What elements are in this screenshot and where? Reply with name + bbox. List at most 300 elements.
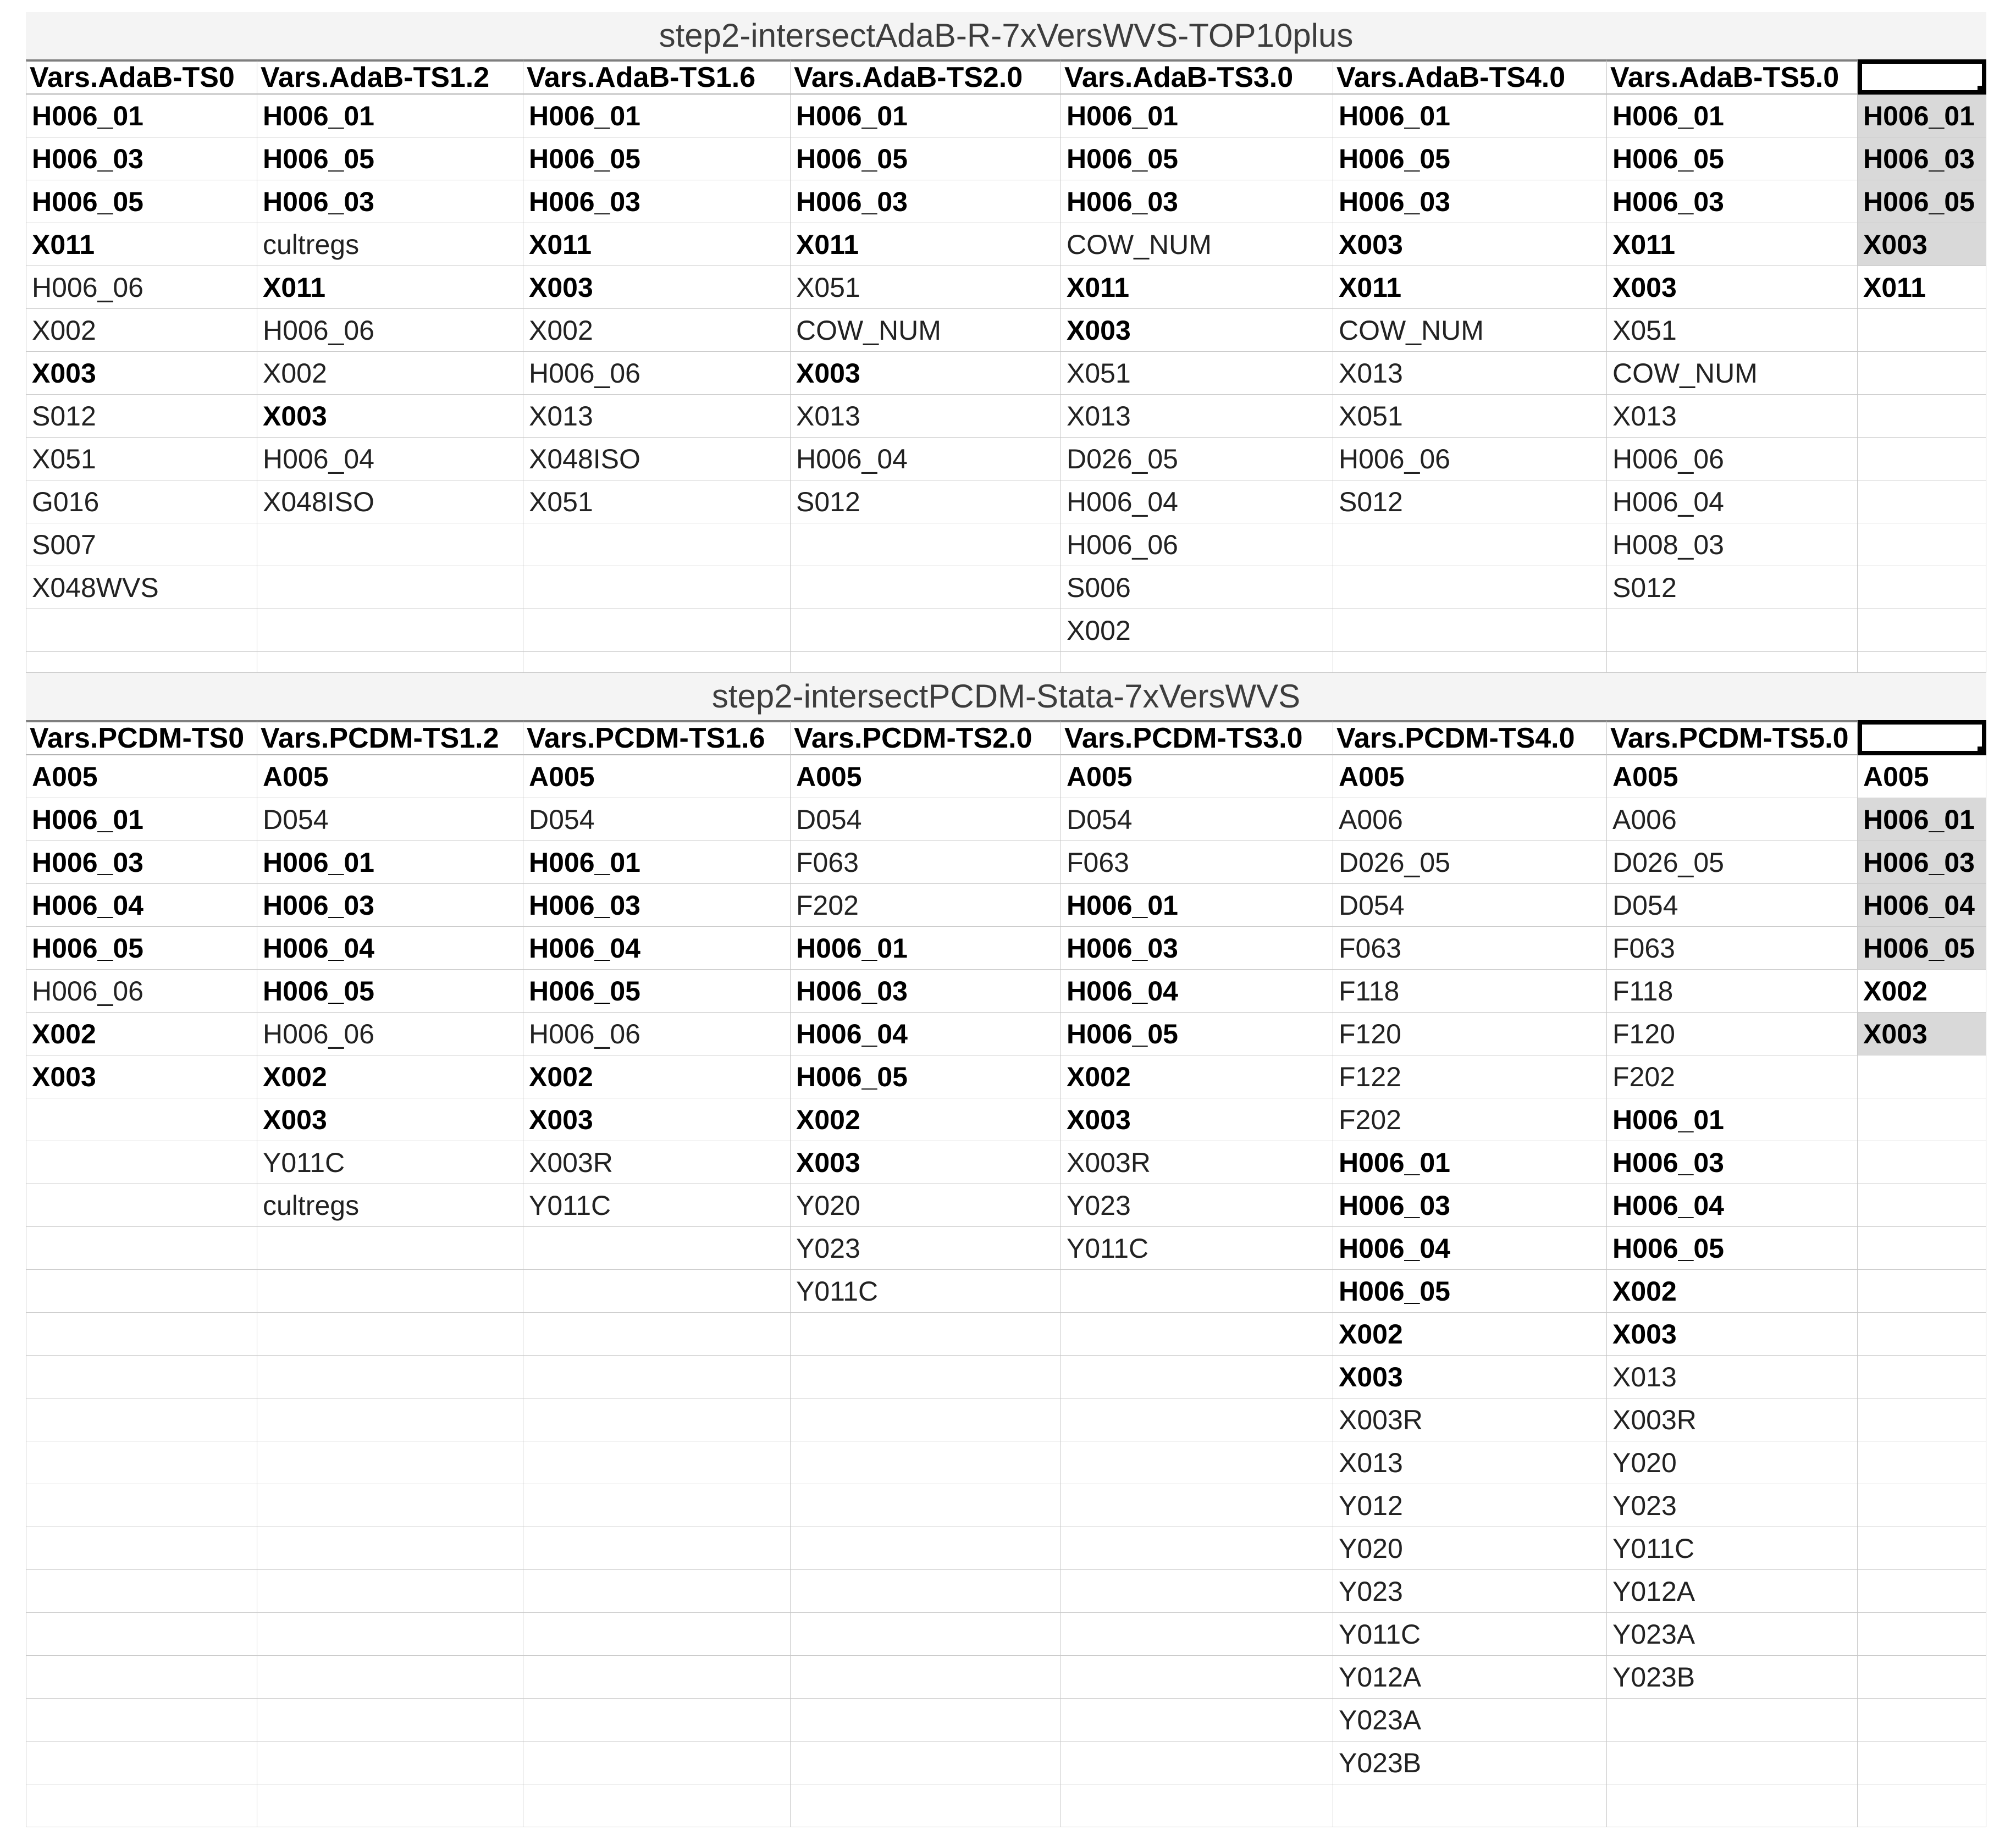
cell[interactable] (1333, 566, 1607, 609)
cell[interactable]: X013 (1333, 352, 1607, 395)
cell[interactable]: H006_05 (1061, 1013, 1333, 1055)
cell[interactable]: A005 (523, 755, 791, 798)
cell[interactable]: H006_01 (1333, 1141, 1607, 1184)
cell[interactable] (257, 1741, 523, 1784)
cell[interactable] (1061, 1570, 1333, 1613)
cell[interactable] (1858, 1741, 1986, 1784)
cell[interactable]: Y011C (791, 1270, 1061, 1313)
cell[interactable]: F120 (1607, 1013, 1858, 1055)
cell[interactable]: H006_03 (1333, 1184, 1607, 1227)
cell[interactable] (1858, 480, 1986, 523)
cell[interactable]: X003R (1333, 1398, 1607, 1441)
cell[interactable]: H006_05 (1333, 1270, 1607, 1313)
cell[interactable] (1061, 1356, 1333, 1398)
cell[interactable]: D054 (1607, 884, 1858, 927)
cell[interactable] (26, 1398, 257, 1441)
cell[interactable] (1061, 1613, 1333, 1656)
cell[interactable] (1858, 1227, 1986, 1270)
cell[interactable] (257, 1227, 523, 1270)
cell[interactable]: H006_01 (1858, 95, 1986, 137)
cell[interactable]: H006_05 (257, 137, 523, 180)
cell[interactable] (257, 1656, 523, 1699)
cell[interactable]: H006_01 (1607, 95, 1858, 137)
cell[interactable]: X003 (1061, 309, 1333, 352)
cell[interactable]: S012 (1607, 566, 1858, 609)
cell[interactable]: H006_05 (523, 137, 791, 180)
cell[interactable] (791, 1784, 1061, 1827)
cell[interactable]: H006_01 (1061, 95, 1333, 137)
cell[interactable] (791, 566, 1061, 609)
cell[interactable]: X011 (257, 266, 523, 309)
cell[interactable] (1333, 1784, 1607, 1827)
cell[interactable]: X003 (1607, 1313, 1858, 1356)
column-header[interactable]: Vars.AdaB-TS1.6 (523, 59, 791, 95)
cell[interactable] (1858, 1055, 1986, 1098)
cell[interactable]: S012 (791, 480, 1061, 523)
cell[interactable]: D054 (1333, 884, 1607, 927)
cell[interactable] (26, 609, 257, 652)
cell[interactable]: Y011C (523, 1184, 791, 1227)
cell[interactable]: H006_01 (26, 95, 257, 137)
cell[interactable] (1333, 609, 1607, 652)
cell[interactable]: X003 (523, 266, 791, 309)
cell[interactable]: Y023A (1607, 1613, 1858, 1656)
cell[interactable] (791, 1484, 1061, 1527)
cell[interactable] (791, 1656, 1061, 1699)
selected-empty-header-cell[interactable] (1858, 59, 1986, 95)
cell[interactable]: X002 (26, 1013, 257, 1055)
cell[interactable]: H006_04 (26, 884, 257, 927)
column-header[interactable]: Vars.PCDM-TS1.6 (523, 720, 791, 755)
cell[interactable]: H006_06 (523, 352, 791, 395)
cell[interactable]: D026_05 (1061, 438, 1333, 480)
column-header[interactable]: Vars.AdaB-TS2.0 (791, 59, 1061, 95)
cell[interactable]: Y011C (1607, 1527, 1858, 1570)
cell[interactable]: H006_03 (257, 180, 523, 223)
cell[interactable]: A006 (1607, 798, 1858, 841)
cell[interactable] (26, 652, 257, 673)
cell[interactable]: H006_04 (1333, 1227, 1607, 1270)
cell[interactable]: H006_03 (1061, 927, 1333, 970)
cell[interactable] (1858, 1141, 1986, 1184)
cell[interactable]: X002 (1858, 970, 1986, 1013)
cell[interactable]: F118 (1333, 970, 1607, 1013)
cell[interactable]: H006_04 (791, 1013, 1061, 1055)
cell[interactable]: Y011C (1061, 1227, 1333, 1270)
pcdm-table-title[interactable]: step2-intersectPCDM-Stata-7xVersWVS (26, 673, 1986, 720)
cell[interactable] (791, 1570, 1061, 1613)
column-header[interactable]: Vars.AdaB-TS1.2 (257, 59, 523, 95)
cell[interactable]: H006_06 (1333, 438, 1607, 480)
cell[interactable]: S012 (26, 395, 257, 438)
cell[interactable] (523, 1570, 791, 1613)
cell[interactable]: A005 (257, 755, 523, 798)
cell[interactable]: Y012A (1607, 1570, 1858, 1613)
cell[interactable]: X011 (1858, 266, 1986, 309)
cell[interactable]: F063 (791, 841, 1061, 884)
cell[interactable] (1858, 1613, 1986, 1656)
cell[interactable]: Y023B (1607, 1656, 1858, 1699)
cell[interactable] (1858, 395, 1986, 438)
cell[interactable] (257, 523, 523, 566)
cell[interactable]: H006_01 (791, 95, 1061, 137)
cell[interactable] (791, 1699, 1061, 1741)
column-header[interactable]: Vars.PCDM-TS1.2 (257, 720, 523, 755)
cell[interactable]: X013 (1333, 1441, 1607, 1484)
cell[interactable]: X003 (523, 1098, 791, 1141)
cell[interactable]: X002 (257, 1055, 523, 1098)
cell[interactable]: X003 (257, 395, 523, 438)
cell[interactable]: F063 (1061, 841, 1333, 884)
cell[interactable]: H006_04 (1061, 480, 1333, 523)
cell[interactable] (26, 1227, 257, 1270)
cell[interactable] (1061, 652, 1333, 673)
cell[interactable] (26, 1313, 257, 1356)
cell[interactable]: H006_06 (523, 1013, 791, 1055)
cell[interactable]: H006_05 (26, 927, 257, 970)
cell[interactable]: X003 (791, 352, 1061, 395)
cell[interactable] (257, 1570, 523, 1613)
cell[interactable]: COW_NUM (1061, 223, 1333, 266)
cell[interactable]: S006 (1061, 566, 1333, 609)
cell[interactable]: X013 (1607, 395, 1858, 438)
cell[interactable]: H006_04 (1858, 884, 1986, 927)
cell[interactable]: cultregs (257, 1184, 523, 1227)
cell[interactable]: Y011C (257, 1141, 523, 1184)
cell[interactable]: Y023 (1061, 1184, 1333, 1227)
cell[interactable] (257, 1441, 523, 1484)
cell[interactable]: Y011C (1333, 1613, 1607, 1656)
cell[interactable] (523, 1227, 791, 1270)
cell[interactable] (26, 1527, 257, 1570)
cell[interactable] (1858, 523, 1986, 566)
cell[interactable]: X002 (791, 1098, 1061, 1141)
cell[interactable] (523, 652, 791, 673)
cell[interactable] (1858, 1441, 1986, 1484)
cell[interactable] (26, 1270, 257, 1313)
cell[interactable]: cultregs (257, 223, 523, 266)
cell[interactable] (1061, 1784, 1333, 1827)
cell[interactable]: X011 (1061, 266, 1333, 309)
cell[interactable]: F120 (1333, 1013, 1607, 1055)
cell[interactable] (1061, 1270, 1333, 1313)
cell[interactable] (1607, 609, 1858, 652)
column-header[interactable]: Vars.AdaB-TS4.0 (1333, 59, 1607, 95)
cell[interactable]: X013 (1607, 1356, 1858, 1398)
cell[interactable]: Y023B (1333, 1741, 1607, 1784)
cell[interactable] (1858, 1484, 1986, 1527)
cell[interactable] (1061, 1527, 1333, 1570)
cell[interactable]: X011 (523, 223, 791, 266)
cell[interactable]: X011 (26, 223, 257, 266)
cell[interactable] (523, 1441, 791, 1484)
cell[interactable] (1858, 1313, 1986, 1356)
cell[interactable]: X003 (26, 1055, 257, 1098)
cell[interactable] (1061, 1441, 1333, 1484)
cell[interactable]: A005 (791, 755, 1061, 798)
cell[interactable] (1858, 1699, 1986, 1741)
column-header[interactable]: Vars.AdaB-TS3.0 (1061, 59, 1333, 95)
cell[interactable]: H006_06 (1061, 523, 1333, 566)
cell[interactable]: H006_03 (523, 180, 791, 223)
cell[interactable]: A006 (1333, 798, 1607, 841)
cell[interactable]: H006_01 (523, 95, 791, 137)
cell[interactable] (26, 1484, 257, 1527)
cell[interactable] (257, 1699, 523, 1741)
cell[interactable]: A005 (1333, 755, 1607, 798)
cell[interactable] (1061, 1484, 1333, 1527)
cell[interactable]: H006_04 (791, 438, 1061, 480)
cell[interactable]: COW_NUM (1333, 309, 1607, 352)
cell[interactable]: G016 (26, 480, 257, 523)
cell[interactable] (1858, 1098, 1986, 1141)
cell[interactable] (1858, 652, 1986, 673)
cell[interactable]: A005 (1061, 755, 1333, 798)
cell[interactable]: D054 (1061, 798, 1333, 841)
cell[interactable]: H006_01 (523, 841, 791, 884)
cell[interactable]: Y020 (1333, 1527, 1607, 1570)
cell[interactable]: X003 (1333, 223, 1607, 266)
cell[interactable]: H006_06 (257, 309, 523, 352)
column-header[interactable]: Vars.AdaB-TS5.0 (1607, 59, 1858, 95)
cell[interactable] (26, 1613, 257, 1656)
cell[interactable]: COW_NUM (791, 309, 1061, 352)
cell[interactable]: X051 (1333, 395, 1607, 438)
cell[interactable]: X011 (1607, 223, 1858, 266)
cell[interactable] (1061, 1699, 1333, 1741)
cell[interactable] (257, 1313, 523, 1356)
cell[interactable] (791, 1356, 1061, 1398)
selection-fill-handle[interactable] (1976, 85, 1986, 95)
cell[interactable] (257, 1356, 523, 1398)
cell[interactable]: X003 (1333, 1356, 1607, 1398)
cell[interactable] (523, 1613, 791, 1656)
cell[interactable]: H008_03 (1607, 523, 1858, 566)
cell[interactable]: X051 (791, 266, 1061, 309)
cell[interactable]: X003 (257, 1098, 523, 1141)
cell[interactable]: H006_05 (1333, 137, 1607, 180)
cell[interactable]: X002 (1333, 1313, 1607, 1356)
cell[interactable] (26, 1441, 257, 1484)
cell[interactable]: H006_03 (523, 884, 791, 927)
cell[interactable]: H006_01 (791, 927, 1061, 970)
cell[interactable] (1333, 523, 1607, 566)
cell[interactable]: X013 (523, 395, 791, 438)
cell[interactable]: X002 (1061, 609, 1333, 652)
cell[interactable]: A005 (26, 755, 257, 798)
cell[interactable] (523, 1270, 791, 1313)
cell[interactable] (523, 1398, 791, 1441)
cell[interactable] (1858, 1570, 1986, 1613)
cell[interactable]: H006_05 (26, 180, 257, 223)
cell[interactable] (1061, 1313, 1333, 1356)
cell[interactable] (1858, 1184, 1986, 1227)
cell[interactable]: X003R (1607, 1398, 1858, 1441)
cell[interactable]: H006_03 (1858, 841, 1986, 884)
cell[interactable]: H006_04 (1607, 480, 1858, 523)
cell[interactable]: S007 (26, 523, 257, 566)
cell[interactable]: H006_05 (1858, 180, 1986, 223)
cell[interactable] (791, 1441, 1061, 1484)
cell[interactable]: H006_05 (1061, 137, 1333, 180)
cell[interactable]: H006_03 (791, 180, 1061, 223)
cell[interactable] (1858, 438, 1986, 480)
cell[interactable]: H006_03 (257, 884, 523, 927)
column-header[interactable]: Vars.PCDM-TS3.0 (1061, 720, 1333, 755)
cell[interactable]: D026_05 (1333, 841, 1607, 884)
cell[interactable]: H006_06 (1607, 438, 1858, 480)
cell[interactable] (1061, 1741, 1333, 1784)
cell[interactable] (1858, 609, 1986, 652)
cell[interactable]: F122 (1333, 1055, 1607, 1098)
column-header[interactable]: Vars.PCDM-TS0 (26, 720, 257, 755)
cell[interactable] (523, 1699, 791, 1741)
cell[interactable]: S012 (1333, 480, 1607, 523)
cell[interactable]: Y012 (1333, 1484, 1607, 1527)
cell[interactable]: X002 (523, 1055, 791, 1098)
cell[interactable]: X002 (523, 309, 791, 352)
cell[interactable]: X003 (1607, 266, 1858, 309)
cell[interactable]: H006_01 (26, 798, 257, 841)
cell[interactable]: H006_06 (26, 970, 257, 1013)
cell[interactable] (791, 1313, 1061, 1356)
cell[interactable]: F063 (1607, 927, 1858, 970)
cell[interactable]: H006_01 (1333, 95, 1607, 137)
cell[interactable]: X003 (26, 352, 257, 395)
cell[interactable] (257, 1398, 523, 1441)
cell[interactable]: H006_03 (1333, 180, 1607, 223)
cell[interactable]: H006_04 (257, 927, 523, 970)
cell[interactable]: X003R (1061, 1141, 1333, 1184)
cell[interactable]: X002 (26, 309, 257, 352)
cell[interactable]: H006_03 (1607, 1141, 1858, 1184)
cell[interactable]: X003 (1061, 1098, 1333, 1141)
cell[interactable]: H006_06 (26, 266, 257, 309)
cell[interactable] (257, 566, 523, 609)
cell[interactable]: H006_01 (1061, 884, 1333, 927)
cell[interactable] (791, 1398, 1061, 1441)
cell[interactable]: F063 (1333, 927, 1607, 970)
cell[interactable]: H006_05 (1858, 927, 1986, 970)
cell[interactable] (1607, 1741, 1858, 1784)
column-header[interactable]: Vars.AdaB-TS0 (26, 59, 257, 95)
cell[interactable]: X011 (1333, 266, 1607, 309)
cell[interactable] (26, 1741, 257, 1784)
cell[interactable]: X003R (523, 1141, 791, 1184)
cell[interactable]: H006_04 (1607, 1184, 1858, 1227)
cell[interactable] (791, 652, 1061, 673)
cell[interactable]: X013 (1061, 395, 1333, 438)
cell[interactable] (791, 1527, 1061, 1570)
cell[interactable]: A005 (1607, 755, 1858, 798)
cell[interactable]: D054 (523, 798, 791, 841)
cell[interactable]: A005 (1858, 755, 1986, 798)
cell[interactable]: X051 (26, 438, 257, 480)
cell[interactable] (791, 1613, 1061, 1656)
cell[interactable]: F202 (1607, 1055, 1858, 1098)
cell[interactable] (257, 1784, 523, 1827)
cell[interactable]: H006_03 (26, 137, 257, 180)
cell[interactable] (523, 1741, 791, 1784)
cell[interactable] (1061, 1656, 1333, 1699)
cell[interactable] (791, 1741, 1061, 1784)
cell[interactable] (523, 523, 791, 566)
cell[interactable]: X048ISO (523, 438, 791, 480)
cell[interactable]: Y023 (1333, 1570, 1607, 1613)
cell[interactable]: X002 (1061, 1055, 1333, 1098)
cell[interactable]: H006_03 (1858, 137, 1986, 180)
cell[interactable] (26, 1184, 257, 1227)
cell[interactable]: X013 (791, 395, 1061, 438)
adab-table-title[interactable]: step2-intersectAdaB-R-7xVersWVS-TOP10plus (26, 12, 1986, 59)
column-header[interactable]: Vars.PCDM-TS2.0 (791, 720, 1061, 755)
column-header[interactable]: Vars.PCDM-TS5.0 (1607, 720, 1858, 755)
cell[interactable]: X051 (1607, 309, 1858, 352)
cell[interactable] (1858, 1356, 1986, 1398)
cell[interactable] (523, 1527, 791, 1570)
cell[interactable] (26, 1656, 257, 1699)
cell[interactable]: H006_06 (257, 1013, 523, 1055)
cell[interactable] (1858, 1270, 1986, 1313)
cell[interactable]: Y020 (791, 1184, 1061, 1227)
cell[interactable]: X048ISO (257, 480, 523, 523)
cell[interactable]: D026_05 (1607, 841, 1858, 884)
cell[interactable] (257, 609, 523, 652)
cell[interactable]: F202 (1333, 1098, 1607, 1141)
cell[interactable]: X003 (1858, 1013, 1986, 1055)
cell[interactable] (1858, 309, 1986, 352)
cell[interactable]: F118 (1607, 970, 1858, 1013)
cell[interactable]: D054 (791, 798, 1061, 841)
cell[interactable]: X003 (1858, 223, 1986, 266)
cell[interactable]: H006_01 (1607, 1098, 1858, 1141)
cell[interactable]: H006_03 (791, 970, 1061, 1013)
cell[interactable] (1607, 1699, 1858, 1741)
cell[interactable] (523, 1356, 791, 1398)
cell[interactable]: D054 (257, 798, 523, 841)
cell[interactable] (1607, 652, 1858, 673)
cell[interactable] (26, 1356, 257, 1398)
cell[interactable] (523, 1484, 791, 1527)
cell[interactable]: H006_01 (257, 95, 523, 137)
cell[interactable]: X051 (523, 480, 791, 523)
cell[interactable]: H006_05 (257, 970, 523, 1013)
cell[interactable]: Y023 (1607, 1484, 1858, 1527)
cell[interactable]: Y012A (1333, 1656, 1607, 1699)
cell[interactable]: H006_03 (26, 841, 257, 884)
cell[interactable]: H006_03 (1061, 180, 1333, 223)
cell[interactable] (1061, 1398, 1333, 1441)
cell[interactable]: Y023 (791, 1227, 1061, 1270)
cell[interactable] (1858, 1527, 1986, 1570)
cell[interactable] (1858, 566, 1986, 609)
cell[interactable] (523, 1313, 791, 1356)
cell[interactable]: H006_04 (523, 927, 791, 970)
cell[interactable] (257, 1613, 523, 1656)
cell[interactable] (523, 609, 791, 652)
cell[interactable] (523, 1656, 791, 1699)
selected-empty-header-cell[interactable] (1858, 720, 1986, 755)
cell[interactable]: X011 (791, 223, 1061, 266)
cell[interactable]: COW_NUM (1607, 352, 1858, 395)
cell[interactable] (257, 1270, 523, 1313)
cell[interactable] (257, 1527, 523, 1570)
cell[interactable]: X002 (257, 352, 523, 395)
cell[interactable]: X048WVS (26, 566, 257, 609)
cell[interactable] (523, 1784, 791, 1827)
cell[interactable]: F202 (791, 884, 1061, 927)
cell[interactable] (1858, 352, 1986, 395)
